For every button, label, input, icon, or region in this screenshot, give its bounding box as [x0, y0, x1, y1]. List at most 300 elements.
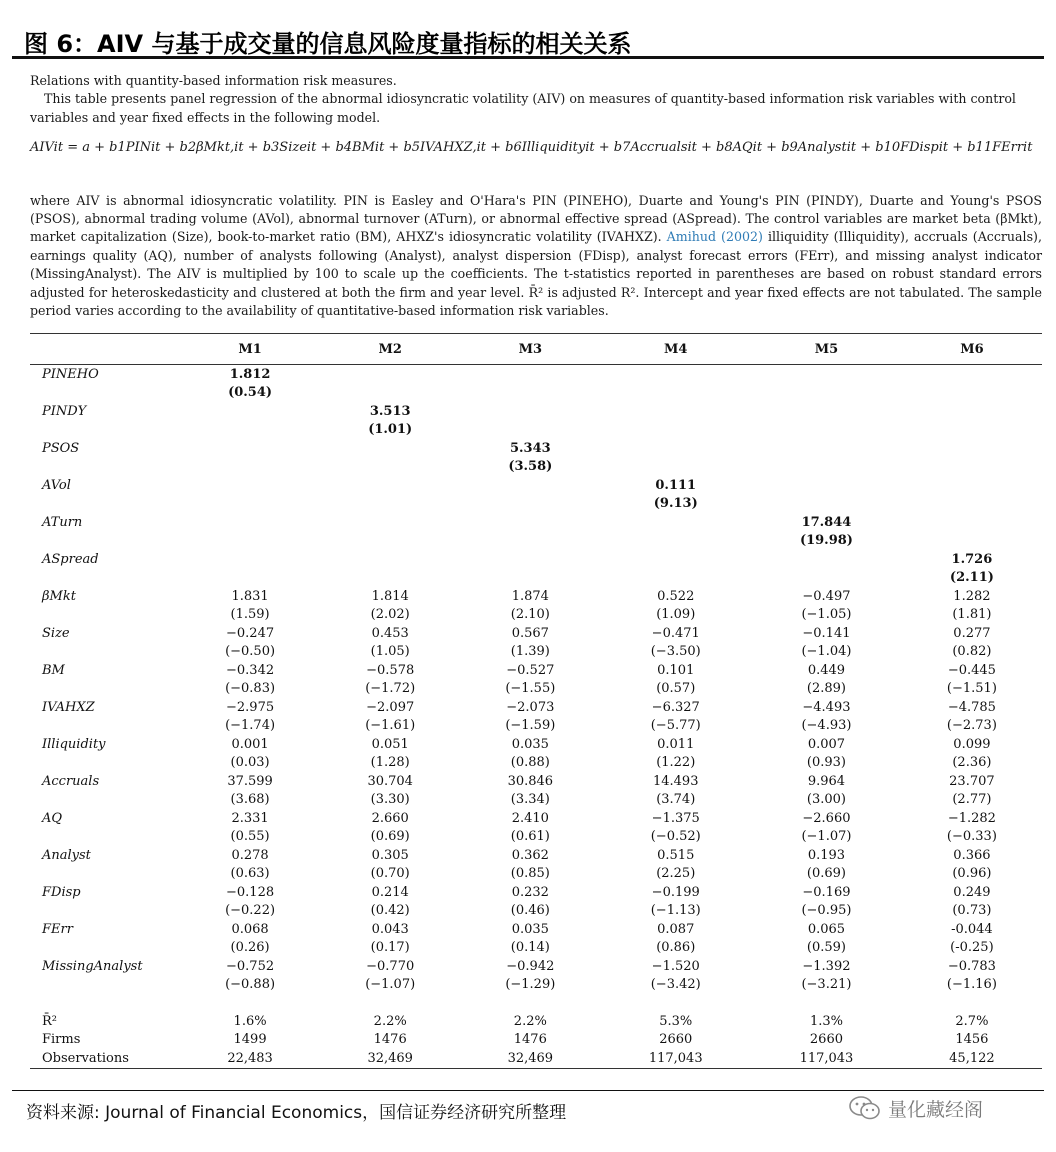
- description-part1: where AIV is abnormal idiosyncratic volatility. PIN is Easley and O'Hara's PIN (PINEHO), Duarte and Young's PIN (PINDY), Duarte and Young's PSOS (PSOS), abnormal trading volume (AVol), abnormal turnover (ATurn), or abnormal effective spread (ASpread). The control variables are market beta (βMkt), market capitalization (Size), book-to-market ratio (BM), AHXZ's idiosyncratic volatility (IVAHXZ).: [30, 192, 1042, 245]
- coef-cell: [751, 402, 902, 421]
- table-row: [30, 365, 1042, 384]
- row-label: Size: [42, 625, 70, 641]
- tstat-cell: (0.82): [952, 644, 992, 660]
- figure-title: 图 6：AIV 与基于成交量的信息风险度量指标的相关关系: [24, 30, 632, 58]
- source-divider: [12, 1090, 1044, 1091]
- coef-cell: [751, 550, 902, 569]
- coef-cell: 30.846: [507, 773, 554, 789]
- coef-cell: 0.035: [511, 921, 549, 937]
- coef-cell: 0.035: [511, 736, 549, 752]
- summary-cell: 117,043: [600, 1049, 751, 1068]
- coef-cell: [902, 476, 1042, 495]
- row-label-blank: [30, 976, 180, 995]
- row-label: FDisp: [42, 884, 81, 900]
- row-label-blank: [30, 939, 180, 958]
- tstat-cell: (−0.83): [225, 681, 276, 697]
- table-row: [30, 754, 1042, 773]
- coef-cell: [460, 402, 600, 421]
- row-label: ASpread: [42, 551, 99, 567]
- tstat-cell: (3.68): [230, 792, 270, 808]
- coef-cell: [320, 476, 460, 495]
- row-label-blank: [30, 384, 180, 403]
- coef-cell: −4.785: [947, 699, 996, 715]
- tstat-cell: (0.69): [370, 829, 410, 845]
- tstat-cell: [751, 458, 902, 477]
- coef-cell: [600, 439, 751, 458]
- table-row: [30, 920, 1042, 939]
- table-row: [30, 957, 1042, 976]
- tstat-cell: [320, 458, 460, 477]
- caption-block: [30, 72, 1042, 320]
- tstat-cell: (−1.04): [801, 644, 852, 660]
- coef-cell: −2.073: [506, 699, 555, 715]
- table-row: [30, 421, 1042, 440]
- coef-cell: [460, 513, 600, 532]
- coef-cell: 2.660: [371, 810, 409, 826]
- summary-label: Observations: [30, 1049, 180, 1068]
- coef-cell: 0.214: [371, 884, 409, 900]
- tstat-cell: (0.54): [228, 385, 273, 401]
- coef-cell: −6.327: [651, 699, 700, 715]
- table-row: [30, 458, 1042, 477]
- summary-cell: 22,483: [180, 1049, 320, 1068]
- coef-cell: [320, 550, 460, 569]
- coef-cell: [751, 365, 902, 384]
- tstat-cell: [751, 495, 902, 514]
- coef-cell: 1.814: [371, 588, 409, 604]
- summary-cell: 1476: [373, 1032, 407, 1048]
- summary-label: R̄²: [42, 1013, 57, 1029]
- tstat-cell: (3.58): [508, 459, 553, 475]
- row-label-blank: [30, 754, 180, 773]
- tstat-cell: [460, 495, 600, 514]
- caption-intro: This table presents panel regression of the abnormal idiosyncratic volatility (AIV) on measures of quantity-based information risk variables with control variables and year fixed effects in the following model.: [30, 91, 1016, 125]
- coef-cell: −1.392: [802, 958, 851, 974]
- row-label-blank: [30, 643, 180, 662]
- coef-cell: 1.812: [229, 366, 271, 382]
- coef-cell: [180, 476, 320, 495]
- row-label: PINEHO: [42, 366, 99, 382]
- tstat-cell: (−1.05): [801, 607, 852, 623]
- tstat-cell: (0.59): [806, 940, 846, 956]
- coef-cell: −0.445: [947, 662, 996, 678]
- table-body: [30, 365, 1042, 1069]
- tstat-cell: [460, 532, 600, 551]
- table-row: [30, 513, 1042, 532]
- coef-cell: [600, 513, 751, 532]
- coef-cell: 0.515: [657, 847, 695, 863]
- coef-cell: 0.087: [657, 921, 695, 937]
- tstat-cell: (1.05): [370, 644, 410, 660]
- tstat-cell: [180, 569, 320, 588]
- coef-cell: −2.975: [226, 699, 275, 715]
- row-label: MissingAnalyst: [42, 958, 143, 974]
- tstat-cell: (3.00): [806, 792, 846, 808]
- summary-cell: 5.3%: [659, 1013, 693, 1029]
- coef-cell: −0.497: [802, 588, 851, 604]
- table-row: [30, 624, 1042, 643]
- coef-cell: −2.097: [366, 699, 415, 715]
- row-label: Accruals: [42, 773, 100, 789]
- header-col-m3: M3: [460, 334, 600, 365]
- tstat-cell: (2.11): [949, 570, 994, 586]
- tstat-cell: (−0.95): [801, 903, 852, 919]
- tstat-cell: [320, 384, 460, 403]
- source-note: 资料来源: Journal of Financial Economics，国信证券经济研究所整理: [26, 1103, 567, 1123]
- wechat-icon: [848, 1094, 882, 1122]
- row-label-blank: [30, 458, 180, 477]
- tstat-cell: (−1.61): [365, 718, 416, 734]
- row-label-blank: [30, 532, 180, 551]
- coef-cell: 1.874: [511, 588, 549, 604]
- coef-cell: −1.520: [651, 958, 700, 974]
- table-row: [30, 680, 1042, 699]
- coef-cell: [600, 550, 751, 569]
- tstat-cell: [180, 532, 320, 551]
- summary-cell: 1456: [955, 1032, 989, 1048]
- tstat-cell: (−0.88): [225, 977, 276, 993]
- header-col-m5: M5: [751, 334, 902, 365]
- coef-cell: 0.249: [953, 884, 991, 900]
- model-equation: AIVit = a + b1PINit + b2βMkt,it + b3Sizeit + b4BMit + b5IVAHXZ,it + b6Illiquidityit + b7Accrualsit + b8AQit + b9Analystit + b10FDispit + b11FErrit: [30, 140, 1033, 156]
- coef-cell: 1.831: [231, 588, 269, 604]
- coef-cell: 3.513: [369, 403, 411, 419]
- tstat-cell: (−1.74): [225, 718, 276, 734]
- tstat-cell: (0.55): [230, 829, 270, 845]
- coef-cell: 0.111: [655, 477, 697, 493]
- tstat-cell: (1.81): [952, 607, 992, 623]
- results-table: [30, 333, 1042, 1069]
- row-label: PINDY: [42, 403, 87, 419]
- row-label-blank: [30, 791, 180, 810]
- tstat-cell: [902, 421, 1042, 440]
- tstat-cell: [180, 458, 320, 477]
- row-label: Analyst: [42, 847, 91, 863]
- summary-cell: 2.2%: [513, 1013, 547, 1029]
- table-row: [30, 735, 1042, 754]
- coef-cell: 0.193: [807, 847, 846, 863]
- tstat-cell: [902, 384, 1042, 403]
- coef-cell: 0.011: [657, 736, 695, 752]
- summary-cell: 1476: [513, 1032, 547, 1048]
- tstat-cell: (−4.93): [801, 718, 852, 734]
- tstat-cell: (1.09): [656, 607, 696, 623]
- coef-cell: 1.282: [953, 588, 991, 604]
- coef-cell: 5.343: [509, 440, 551, 456]
- tstat-cell: [320, 569, 460, 588]
- coef-cell: −0.471: [651, 625, 700, 641]
- tstat-cell: (1.28): [370, 755, 410, 771]
- tstat-cell: (-0.25): [950, 940, 994, 956]
- tstat-cell: (0.86): [656, 940, 696, 956]
- coef-cell: 37.599: [227, 773, 273, 789]
- tstat-cell: (−5.77): [650, 718, 701, 734]
- coef-cell: −4.493: [802, 699, 851, 715]
- summary-row: [30, 1049, 1042, 1068]
- tstat-cell: (9.13): [653, 496, 698, 512]
- table-row: [30, 606, 1042, 625]
- coef-cell: [751, 439, 902, 458]
- coef-cell: −0.578: [366, 662, 415, 678]
- table-row: [30, 939, 1042, 958]
- summary-row: [30, 1012, 1042, 1031]
- tstat-cell: (0.46): [510, 903, 550, 919]
- tstat-cell: (0.42): [370, 903, 410, 919]
- tstat-cell: [180, 421, 320, 440]
- tstat-cell: (−0.50): [225, 644, 276, 660]
- coef-cell: −0.199: [651, 884, 700, 900]
- coef-cell: 0.101: [657, 662, 695, 678]
- caption-heading: Relations with quantity-based information risk measures.: [30, 73, 397, 88]
- tstat-cell: (−2.73): [946, 718, 997, 734]
- tstat-cell: (1.39): [510, 644, 550, 660]
- coef-cell: [180, 513, 320, 532]
- tstat-cell: (3.74): [656, 792, 696, 808]
- header-variable: [30, 334, 180, 365]
- coef-cell: 0.277: [953, 625, 991, 641]
- coef-cell: 0.522: [657, 588, 695, 604]
- table-row: [30, 791, 1042, 810]
- coef-cell: [320, 439, 460, 458]
- tstat-cell: (0.61): [510, 829, 550, 845]
- tstat-cell: (−1.07): [365, 977, 416, 993]
- table-row: [30, 569, 1042, 588]
- tstat-cell: (0.96): [952, 866, 992, 882]
- tstat-cell: (0.03): [230, 755, 270, 771]
- table-row: [30, 698, 1042, 717]
- coef-cell: 0.362: [511, 847, 549, 863]
- coef-cell: 0.232: [511, 884, 549, 900]
- table-row: [30, 772, 1042, 791]
- row-label-blank: [30, 680, 180, 699]
- summary-cell: 1499: [233, 1032, 267, 1048]
- tstat-cell: [600, 458, 751, 477]
- table-row: [30, 643, 1042, 662]
- coef-cell: 0.001: [231, 736, 269, 752]
- tstat-cell: [320, 495, 460, 514]
- coef-cell: 14.493: [652, 773, 699, 789]
- tstat-cell: (−1.29): [505, 977, 556, 993]
- spacer-cell: [30, 994, 1042, 1012]
- coef-cell: 0.099: [953, 736, 991, 752]
- coef-cell: [600, 402, 751, 421]
- tstat-cell: (1.59): [230, 607, 270, 623]
- table-row: [30, 976, 1042, 995]
- coef-cell: [180, 439, 320, 458]
- row-label-blank: [30, 569, 180, 588]
- tstat-cell: (0.17): [370, 940, 410, 956]
- row-label: βMkt: [42, 588, 76, 604]
- tstat-cell: (2.10): [510, 607, 550, 623]
- table-row: [30, 661, 1042, 680]
- summary-cell: 2660: [659, 1032, 693, 1048]
- coef-cell: [460, 476, 600, 495]
- tstat-cell: [600, 532, 751, 551]
- tstat-cell: (−3.21): [801, 977, 852, 993]
- coef-cell: [460, 365, 600, 384]
- watermark: [848, 1094, 983, 1122]
- table-header-row: [30, 334, 1042, 365]
- coef-cell: [180, 550, 320, 569]
- coef-cell: -0.044: [951, 921, 993, 937]
- tstat-cell: (1.22): [656, 755, 696, 771]
- tstat-cell: (2.77): [952, 792, 992, 808]
- tstat-cell: (0.88): [510, 755, 550, 771]
- coef-cell: −0.942: [506, 958, 555, 974]
- table-row: [30, 550, 1042, 569]
- coef-cell: [902, 513, 1042, 532]
- tstat-cell: (0.14): [510, 940, 550, 956]
- coef-cell: −0.247: [226, 625, 275, 641]
- header-col-m6: M6: [902, 334, 1042, 365]
- coef-cell: [180, 402, 320, 421]
- coef-cell: 0.305: [371, 847, 409, 863]
- table-row: [30, 883, 1042, 902]
- tstat-cell: (0.63): [230, 866, 270, 882]
- tstat-cell: (−3.42): [650, 977, 701, 993]
- coef-cell: 23.707: [949, 773, 995, 789]
- coef-cell: 17.844: [801, 514, 852, 530]
- row-label: IVAHXZ: [42, 699, 95, 715]
- table-row: [30, 495, 1042, 514]
- row-label-blank: [30, 865, 180, 884]
- spacer-row: [30, 994, 1042, 1012]
- regression-table: [30, 333, 1042, 1069]
- coef-cell: 0.278: [231, 847, 269, 863]
- coef-cell: −0.752: [226, 958, 275, 974]
- coef-cell: [902, 439, 1042, 458]
- row-label: BM: [42, 662, 65, 678]
- header-col-m1: M1: [180, 334, 320, 365]
- coef-cell: 0.068: [231, 921, 269, 937]
- coef-cell: 2.331: [231, 810, 269, 826]
- tstat-cell: [320, 532, 460, 551]
- row-label-blank: [30, 717, 180, 736]
- table-row: [30, 717, 1042, 736]
- row-label-blank: [30, 828, 180, 847]
- coef-cell: [751, 476, 902, 495]
- table-row: [30, 587, 1042, 606]
- summary-cell: 117,043: [751, 1049, 902, 1068]
- tstat-cell: [460, 421, 600, 440]
- table-row: [30, 532, 1042, 551]
- tstat-cell: [180, 495, 320, 514]
- tstat-cell: (0.85): [510, 866, 550, 882]
- table-row: [30, 402, 1042, 421]
- tstat-cell: (−1.72): [365, 681, 416, 697]
- table-row: [30, 865, 1042, 884]
- table-row: [30, 828, 1042, 847]
- tstat-cell: [460, 569, 600, 588]
- tstat-cell: (0.57): [656, 681, 696, 697]
- watermark-text: 量化藏经阁: [888, 1098, 984, 1121]
- coef-cell: [902, 402, 1042, 421]
- tstat-cell: (3.34): [510, 792, 550, 808]
- coef-cell: 0.453: [371, 625, 409, 641]
- coef-cell: 0.007: [807, 736, 846, 752]
- coef-cell: 0.366: [953, 847, 991, 863]
- coef-cell: −0.770: [366, 958, 415, 974]
- tstat-cell: (−1.16): [946, 977, 997, 993]
- summary-cell: 2660: [809, 1032, 843, 1048]
- table-row: [30, 476, 1042, 495]
- table-row: [30, 809, 1042, 828]
- coef-cell: −0.169: [802, 884, 851, 900]
- tstat-cell: (2.89): [806, 681, 846, 697]
- row-label-blank: [30, 606, 180, 625]
- caption-description: [30, 192, 1042, 321]
- coef-cell: −1.282: [947, 810, 996, 826]
- tstat-cell: [902, 495, 1042, 514]
- coef-cell: 9.964: [807, 773, 846, 789]
- coef-cell: 0.051: [371, 736, 409, 752]
- summary-cell: 1.3%: [809, 1013, 843, 1029]
- row-label: Illiquidity: [42, 736, 106, 752]
- row-label-blank: [30, 421, 180, 440]
- header-col-m2: M2: [320, 334, 460, 365]
- tstat-cell: [460, 384, 600, 403]
- tstat-cell: [751, 569, 902, 588]
- tstat-cell: (−0.33): [946, 829, 997, 845]
- citation-link[interactable]: Amihud (2002): [666, 229, 763, 245]
- tstat-cell: (−0.22): [225, 903, 276, 919]
- coef-cell: −0.128: [226, 884, 275, 900]
- coef-cell: −1.375: [651, 810, 700, 826]
- coef-cell: 0.449: [807, 662, 846, 678]
- tstat-cell: [600, 569, 751, 588]
- tstat-cell: (0.93): [806, 755, 846, 771]
- table-row: [30, 846, 1042, 865]
- summary-cell: 32,469: [460, 1049, 600, 1068]
- summary-row: [30, 1031, 1042, 1050]
- summary-cell: 2.7%: [955, 1013, 989, 1029]
- summary-label: Firms: [42, 1032, 81, 1048]
- tstat-cell: (0.26): [230, 940, 270, 956]
- tstat-cell: (2.36): [952, 755, 992, 771]
- tstat-cell: (0.69): [806, 866, 846, 882]
- tstat-cell: [902, 458, 1042, 477]
- tstat-cell: [902, 532, 1042, 551]
- tstat-cell: (−1.55): [505, 681, 556, 697]
- coef-cell: 0.065: [807, 921, 846, 937]
- row-label: AQ: [42, 810, 63, 826]
- tstat-cell: (−1.51): [946, 681, 997, 697]
- tstat-cell: (1.01): [368, 422, 413, 438]
- tstat-cell: [751, 421, 902, 440]
- table-row: [30, 384, 1042, 403]
- summary-cell: 1.6%: [233, 1013, 267, 1029]
- coef-cell: [320, 513, 460, 532]
- tstat-cell: (−3.50): [650, 644, 701, 660]
- coef-cell: 1.726: [951, 551, 993, 567]
- coef-cell: −2.660: [802, 810, 851, 826]
- coef-cell: 0.567: [511, 625, 549, 641]
- tstat-cell: [600, 384, 751, 403]
- row-label: PSOS: [42, 440, 80, 456]
- tstat-cell: (−1.07): [801, 829, 852, 845]
- tstat-cell: (19.98): [799, 533, 853, 549]
- tstat-cell: (−1.59): [505, 718, 556, 734]
- tstat-cell: [600, 421, 751, 440]
- tstat-cell: (3.30): [370, 792, 410, 808]
- table-row: [30, 902, 1042, 921]
- summary-cell: 32,469: [320, 1049, 460, 1068]
- table-row: [30, 439, 1042, 458]
- row-label: FErr: [42, 921, 73, 937]
- row-label-blank: [30, 495, 180, 514]
- coef-cell: −0.342: [226, 662, 275, 678]
- summary-cell: 45,122: [902, 1049, 1042, 1068]
